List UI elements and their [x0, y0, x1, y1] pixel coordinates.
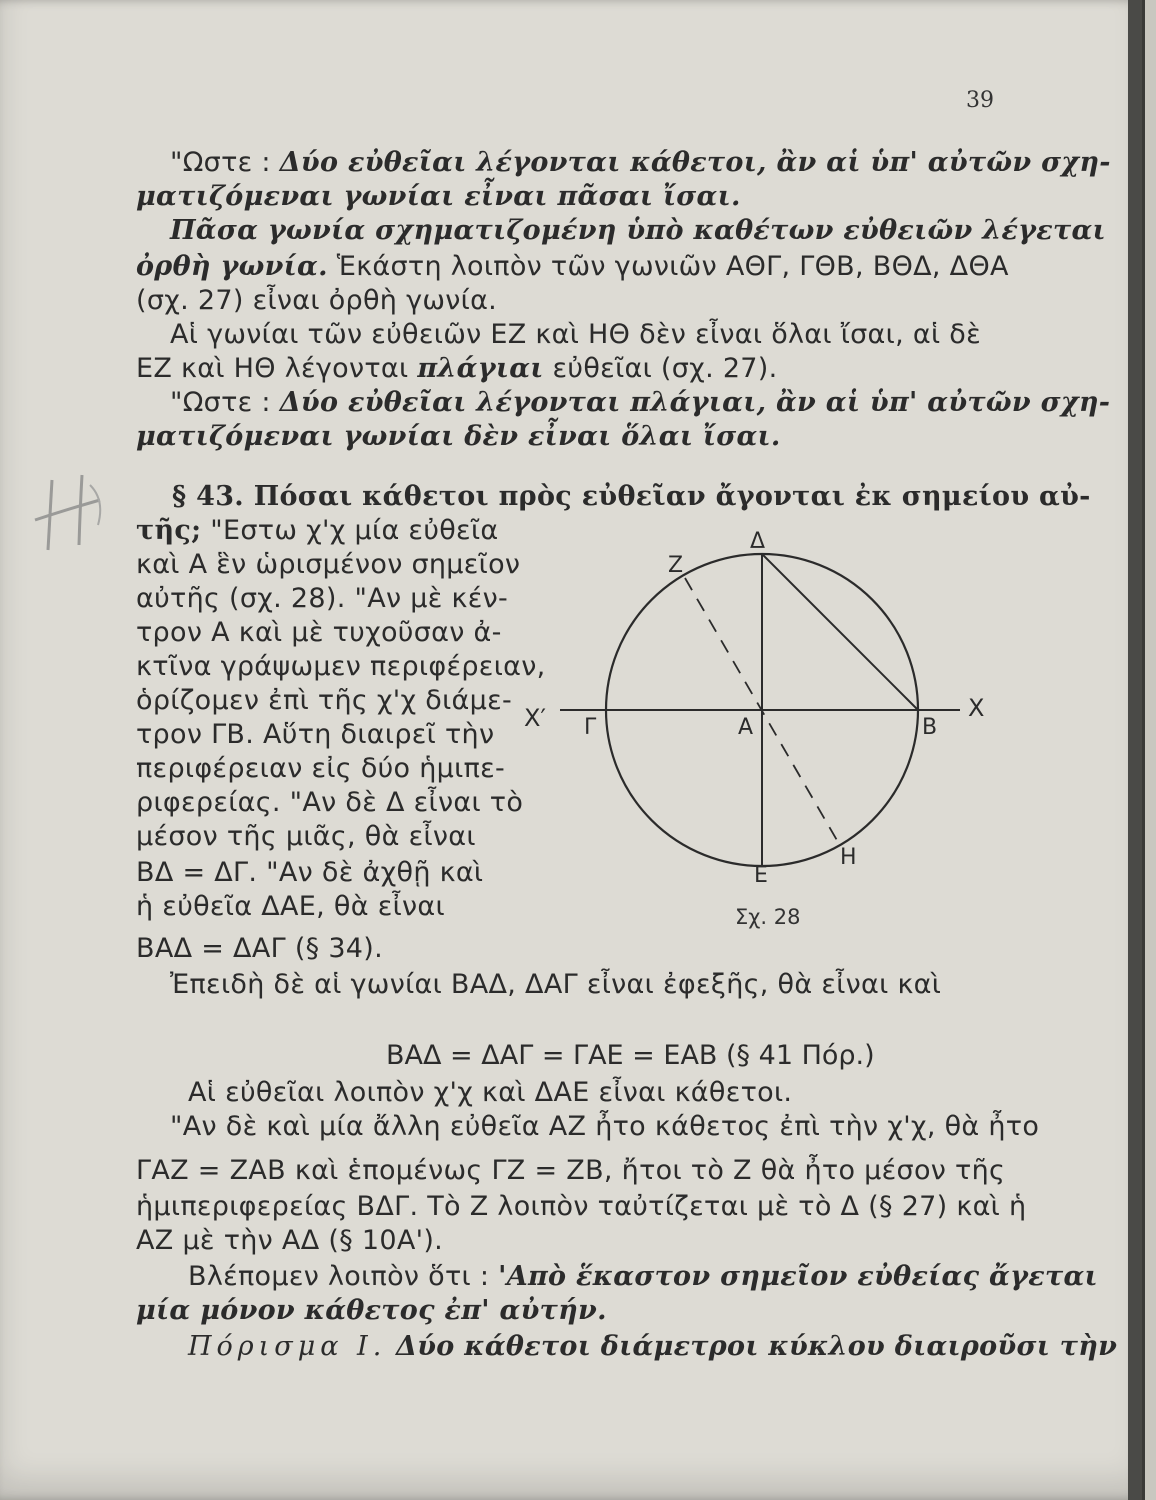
s43-line11: ΒΔ = ΔΓ. "Αν δὲ ἀχθῇ καὶ: [136, 857, 484, 888]
section-heading: § 43. Πόσαι κάθετοι πρὸς εὐθεῖαν ἄγονται ἐκ σημείου αὐ-: [172, 481, 1091, 512]
para2-line1: Πᾶσα γωνία σχηματιζομένη ὑπὸ καθέτων εὐθειῶν λέγεται: [170, 215, 1106, 246]
label-h: H: [840, 845, 857, 870]
s43-line3: αὐτῆς (σχ. 28). "Αν μὲ κέν-: [136, 583, 509, 614]
label-z: Z: [668, 553, 684, 578]
para4-line1: "Ωστε : Δύο εὐθεῖαι λέγονται πλάγιαι, ἂν αἱ ὑπ' αὐτῶν σχη-: [170, 387, 1111, 418]
after-line4: ΓΑΖ = ΖΑΒ καὶ ἑπομένως ΓΖ = ΖΒ, ἤτοι τὸ Ζ θὰ ἦτο μέσον τῆς: [136, 1155, 1006, 1186]
s43-line5: κτῖνα γράψωμεν περιφέρειαν,: [136, 651, 546, 682]
para4-line2: ματιζόμεναι γωνίαι δὲν εἶναι ὅλαι ἴσαι.: [136, 421, 781, 452]
label-a: A: [738, 715, 754, 740]
label-b: B: [922, 715, 938, 740]
para3-line1: Αἱ γωνίαι τῶν εὐθειῶν ΕΖ καὶ ΗΘ δὲν εἶναι ὅλαι ἴσαι, αἱ δὲ: [170, 319, 981, 350]
s43-line13: ΒΑΔ = ΔΑΓ (§ 34).: [136, 933, 384, 964]
para1-line1: "Ωστε : Δύο εὐθεῖαι λέγονται κάθετοι, ἂν αἱ ὑπ' αὐτῶν σχη-: [170, 147, 1111, 178]
label-xp: X′: [524, 704, 546, 732]
s43-line2: καὶ Α ἓν ὡρισμένον σημεῖον: [136, 549, 521, 580]
s43-line4: τρον Α καὶ μὲ τυχοῦσαν ἀ-: [136, 617, 502, 648]
after-line9: Πόρισμα Ι. Δύο κάθετοι διάμετροι κύκλου διαιροῦσι τὴν: [188, 1331, 1118, 1362]
para1-line2: ματιζόμεναι γωνίαι εἶναι πᾶσαι ἴσαι.: [136, 181, 741, 212]
after-line2: Αἱ εὐθεῖαι λοιπὸν χ'χ καὶ ΔΑΕ εἶναι κάθετοι.: [188, 1077, 793, 1108]
s43-line10: μέσον τῆς μιᾶς, θὰ εἶναι: [136, 821, 476, 852]
s43-line9: ριφερείας. "Αν δὲ Δ εἶναι τὸ: [136, 787, 524, 818]
after-line8: μία μόνον κάθετος ἐπ' αὐτήν.: [136, 1295, 607, 1326]
label-d: Δ: [750, 529, 766, 554]
after-line5: ἡμιπεριφερείας ΒΔΓ. Τὸ Ζ λοιπὸν ταὐτίζεται μὲ τὸ Δ (§ 27) καὶ ἡ: [136, 1191, 1027, 1222]
para2-line2: ὀρθὴ γωνία. Ἑκάστη λοιπὸν τῶν γωνιῶν ΑΘΓ, ΓΘΒ, ΒΘΔ, ΔΘΑ: [136, 251, 1009, 282]
page-number: 39: [966, 88, 994, 113]
page-edge: [1128, 0, 1142, 1500]
figure-28: [520, 520, 990, 900]
label-e: E: [754, 863, 768, 888]
after-line7: Βλέπομεν λοιπὸν ὅτι : 'Απὸ ἕκαστον σημεῖον εὐθείας ἄγεται: [188, 1261, 1098, 1292]
label-g: Γ: [584, 715, 597, 740]
after-line3: "Αν δὲ καὶ μία ἄλλη εὐθεῖα ΑΖ ἦτο κάθετος ἐπὶ τὴν χ'χ, θὰ ἦτο: [170, 1111, 1040, 1142]
s43-line8: περιφέρειαν εἰς δύο ἡμιπε-: [136, 753, 506, 784]
formula: ΒΑΔ = ΔΑΓ = ΓΑΕ = ΕΑΒ (§ 41 Πόρ.): [386, 1040, 875, 1071]
handwritten-mark-icon: [30, 470, 110, 560]
s43-line6: ὁρίζομεν ἐπὶ τῆς χ'χ διάμε-: [136, 685, 513, 716]
s43-line12: ἡ εὐθεῖα ΔΑΕ, θὰ εἶναι: [136, 891, 445, 922]
s43-line1: τῆς; "Εστω χ'χ μία εὐθεῖα: [136, 515, 499, 546]
para2-line3: (σχ. 27) εἶναι ὀρθὴ γωνία.: [136, 285, 498, 316]
after-line1: Ἐπειδὴ δὲ αἱ γωνίαι ΒΑΔ, ΔΑΓ εἶναι ἐφεξῆς, θὰ εἶναι καὶ: [170, 969, 942, 1000]
after-line6: ΑΖ μὲ τὴν ΑΔ (§ 10Α').: [136, 1225, 444, 1256]
s43-line7: τρον ΓΒ. Αὕτη διαιρεῖ τὴν: [136, 719, 495, 750]
figure-caption: Σχ. 28: [735, 905, 801, 929]
label-x: X: [968, 694, 985, 722]
line-db: [762, 554, 918, 710]
para3-line2: ΕΖ καὶ ΗΘ λέγονται πλάγιαι εὐθεῖαι (σχ. 27).: [136, 353, 778, 384]
